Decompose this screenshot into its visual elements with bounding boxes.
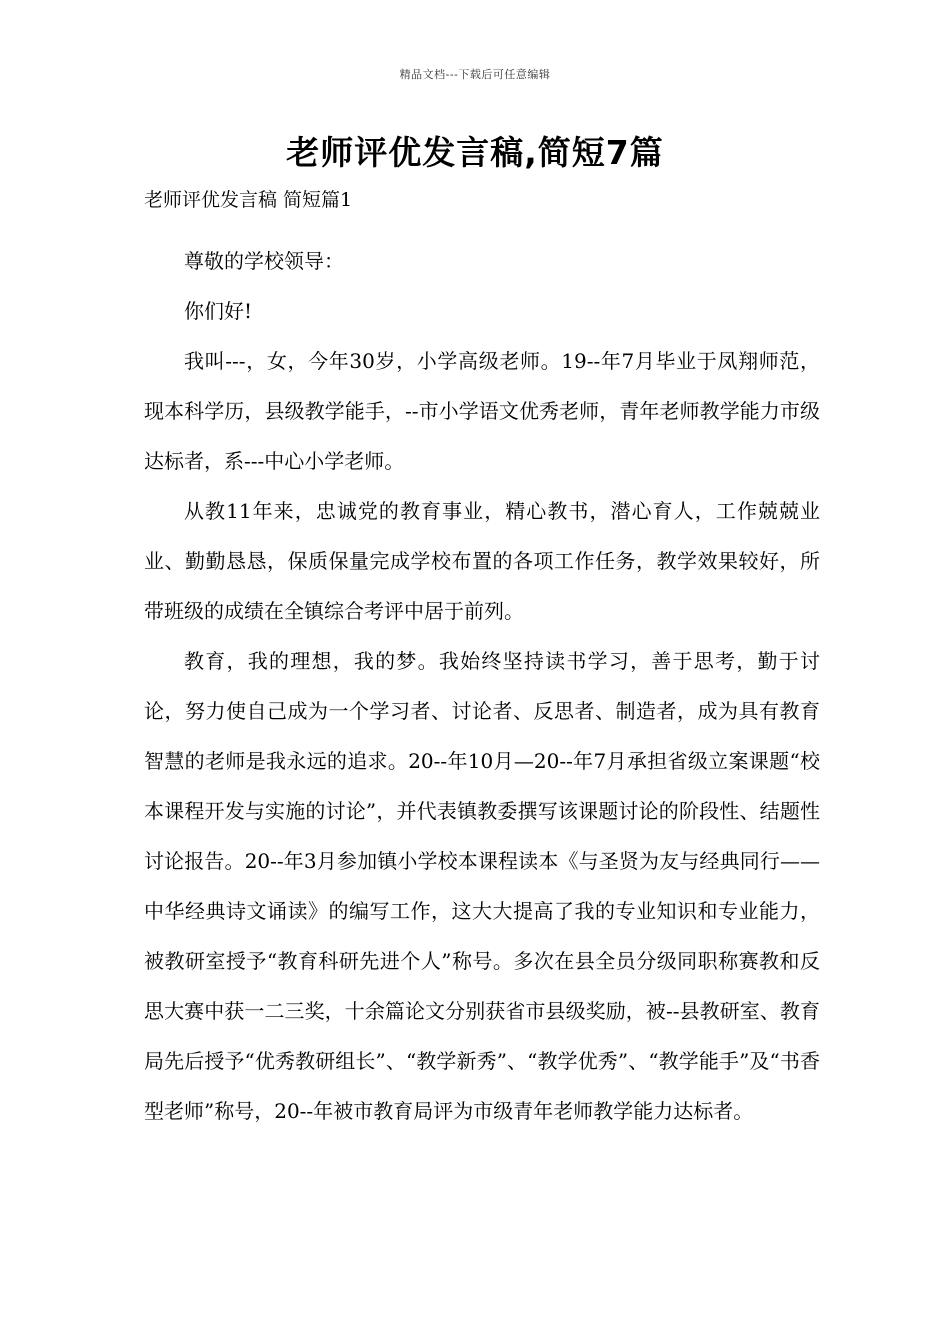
document-title: 老师评优发言稿,简短7篇 — [286, 133, 664, 172]
running-header: 精品文档---下载后可任意编辑 — [399, 68, 551, 81]
document-body — [144, 236, 820, 1136]
section-heading: 老师评优发言稿 简短篇1 — [144, 189, 353, 211]
salutation: 尊敬的学校领导： — [184, 249, 344, 273]
body-paragraph: 从教11年来，忠诚党的教育事业，精心教书，潜心育人，工作兢兢业业、勤勤恳恳，保质保量完成学校布置的各项工作任务，教学效果较好，所带班级的成绩在全镇综合考评中居于前列。 — [144, 499, 820, 623]
greeting: 你们好! — [184, 299, 253, 323]
body-paragraph: 我叫---，女，今年30岁，小学高级老师。19--年7月毕业于凤翔师范，现本科学历，县级教学能手，--市小学语文优秀老师，青年老师教学能力市级达标者，系---中心小学老师。 — [144, 349, 820, 473]
body-paragraph: 教育，我的理想，我的梦。我始终坚持读书学习，善于思考，勤于讨论，努力使自己成为一个学习者、讨论者、反思者、制造者，成为具有教育智慧的老师是我永远的追求。20--年10月—20--年7月承担省级立案课题“校本课程开发与实施的讨论”，并代表镇教委撰写该课题讨论的阶段性、结题性讨论报告。20--年3月参加镇小学校本课程读本《与圣贤为友与经典同行——中华经典诗文诵读》的编写工作，这大大提高了我的专业知识和专业能力，被教研室授予“教育科研先进个人”称号。多次在县全员分级同职称赛教和反思大赛中获一二三奖，十余篇论文分别获省市县级奖励，被--县教研室、教育局先后授予“优秀教研组长”、“教学新秀”、“教学优秀”、“教学能手”及“书香型老师”称号，20--年被市教育局评为市级青年老师教学能力达标者。 — [144, 649, 820, 1123]
